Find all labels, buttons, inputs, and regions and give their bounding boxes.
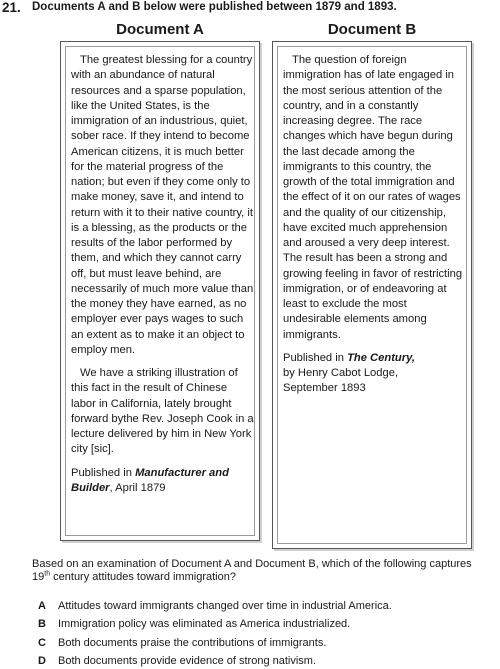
option-text: Immigration policy was eliminated as America industrialized. <box>58 618 351 630</box>
document-a-source <box>71 466 255 497</box>
document-b-source-prefix: Published in <box>283 351 348 364</box>
document-a-title: Document A <box>116 21 204 38</box>
document-b-box <box>272 41 472 549</box>
option-letter: C <box>38 637 46 649</box>
document-b-paragraph-1: The question of foreign immigration has of late engaged in the most serious attention of the country, and in a constantly increasing degree. The race changes which have begun during the last decade among the immigrants to this country, the growth of the total immigration and the effect of it on our rates of wages and the quality of our citizenship, have excited much apprehension and aroused a very deep interest. The result has been a strong and growing feeling in favor of restricting immigration, or of endeavoring at least to exclude the most undesirable elements among immigrants. <box>283 54 463 341</box>
document-a-source-prefix: Published in <box>71 466 136 479</box>
document-b-title: Document B <box>327 21 417 38</box>
option-text: Both documents praise the contributions of immigrants. <box>58 637 327 649</box>
option-letter: B <box>38 618 46 630</box>
document-b-source-title: The Century, <box>347 351 416 364</box>
document-b-source-author: by Henry Cabot Lodge, <box>283 367 399 379</box>
option-letter: D <box>38 655 46 667</box>
document-a-source-title: Manufacturer and Builder <box>71 466 229 494</box>
prompt-ordinal: 19 <box>32 571 45 583</box>
document-b-source <box>283 351 467 397</box>
answer-option-a[interactable] <box>38 599 392 613</box>
document-a-paragraph-1: The greatest blessing for a country with an abundance of natural resources and a sparse population, like the United States, is the immigration of an industrious, quiet, sober race. If they intend to become American citizens, it is much better for the material progress of the nation; but even if they come only to make money, save it, and intend to return with it to their native country, it is a blessing, as the products or the results of the labor performed by them, and which they cannot carry off, but must leave behind, are necessarily of much more value than the money they have earned, as no employer ever pays wages to such an extent as to make it an object to employ men. <box>71 54 254 356</box>
answer-option-c[interactable] <box>38 636 326 650</box>
answer-option-b[interactable] <box>38 617 350 631</box>
option-text: Both documents provide evidence of strong nativism. <box>58 655 317 667</box>
option-letter: A <box>38 600 46 612</box>
option-text: Attitudes toward immigrants changed over time in industrial America. <box>58 600 392 612</box>
document-a-source-date: , April 1879 <box>109 481 166 494</box>
answer-option-d[interactable] <box>38 654 316 668</box>
question-heading: Documents A and B below were published between 1879 and 1893. <box>32 1 397 13</box>
document-a-text <box>71 53 255 504</box>
document-b-source-date: September 1893 <box>283 382 366 395</box>
document-b-text <box>283 53 467 405</box>
document-a-paragraph-2: We have a striking illustration of this fact in the result of Chinese labor in California, lately brought forward bythe Rev. Joseph Cook in a lecture delivered by him in New York city [sic]. <box>71 367 254 456</box>
prompt-ordinal-suffix: th <box>44 570 51 578</box>
prompt-text-end: century attitudes toward immigration? <box>50 571 236 583</box>
question-prompt <box>32 558 498 584</box>
question-number: 21. <box>2 0 21 15</box>
prompt-text-start: Based on an examination of Document A and Document B, which of the following captures <box>32 558 472 570</box>
document-a-box <box>60 41 260 541</box>
